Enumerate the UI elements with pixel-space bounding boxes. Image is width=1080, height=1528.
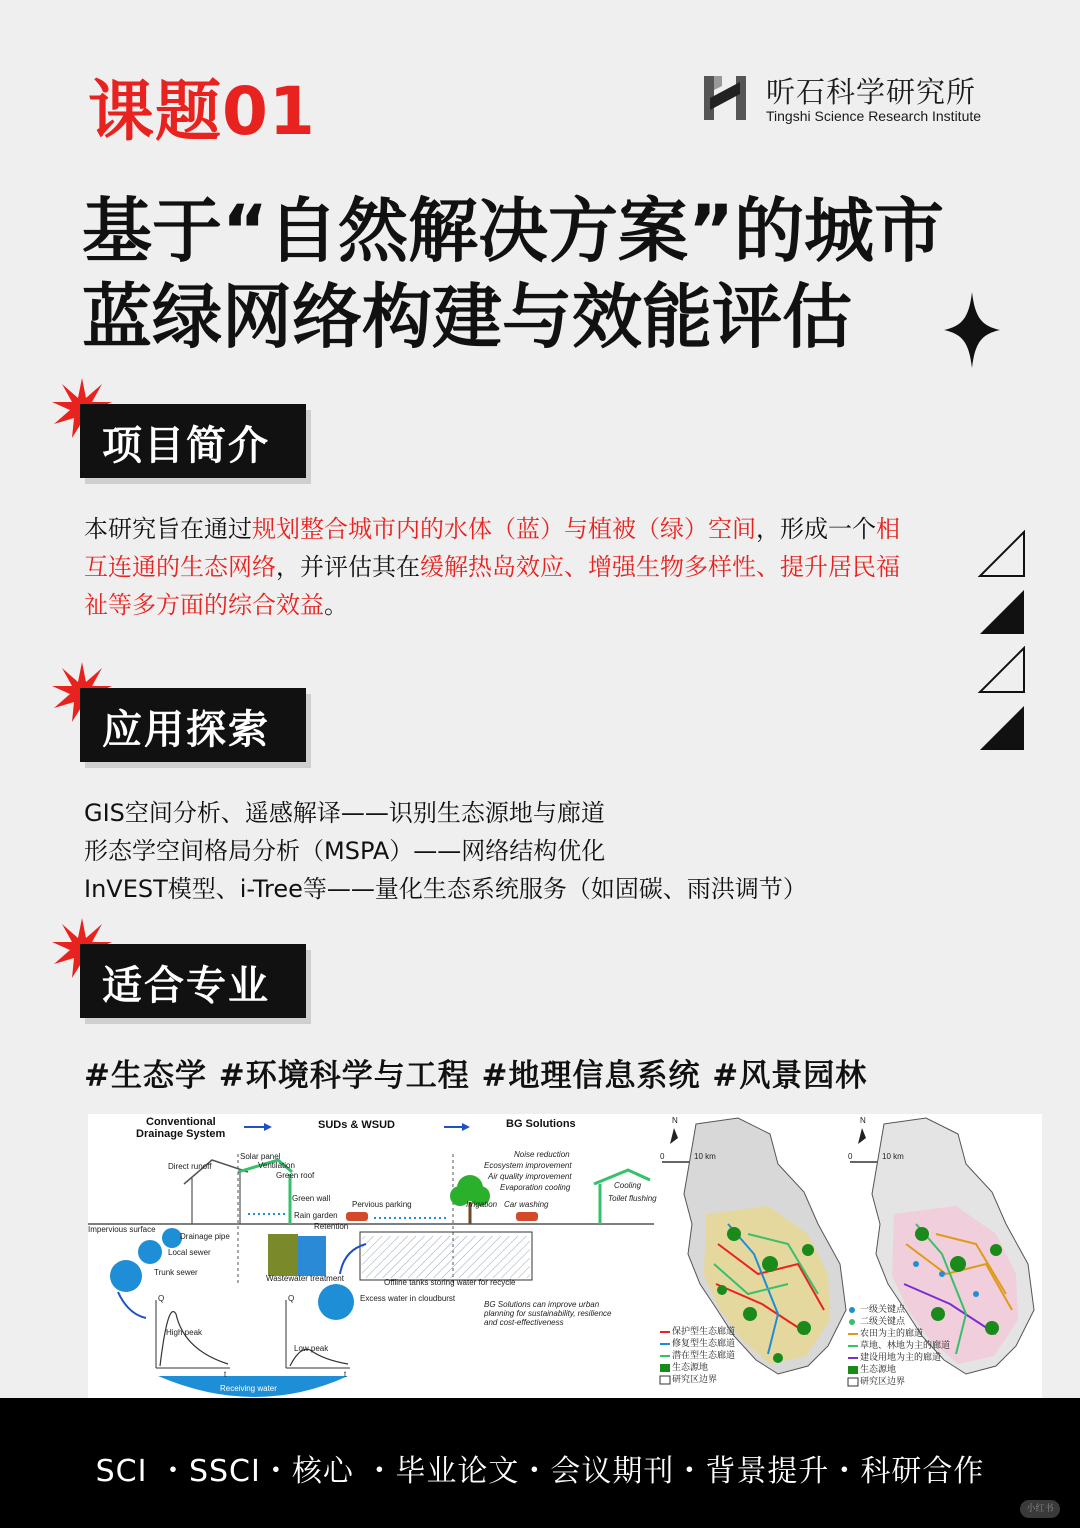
outline-triangle-icon [978,530,1026,578]
intro-highlight-2: 相互连通的生态网络 [84,515,900,581]
map-2-legend-item: 生态源地 [860,1365,897,1375]
apps-item: InVEST模型、i-Tree等——量化生态系统服务（如固碳、雨洪调节） [84,875,807,903]
institute-name-cn: 听石科学研究所 [766,75,977,109]
map-1-legend-item: 研究区边界 [672,1375,718,1385]
diagram-head-conventional: Conventional [146,1116,216,1128]
figure-panel [88,1114,1042,1398]
section-apps-label: 应用探索 [102,707,270,753]
label-trunk-sewer: Trunk sewer [154,1268,198,1277]
outline-triangle-icon [978,646,1026,694]
label-bg-note-1: BG Solutions can improve urban [484,1300,600,1309]
label-bg-note-2: planning for sustainability, resilience [484,1309,612,1318]
label-air-quality: Air quality improvement [488,1172,572,1181]
map-2-legend-item: 二级关键点 [860,1317,906,1327]
map-1-legend-item: 修复型生态廊道 [672,1339,736,1349]
label-rain-garden: Rain garden [294,1211,338,1220]
main-title-line-1: 基于“自然解决方案”的城市 [82,190,945,272]
intro-text-3: ，并评估其在 [276,553,420,581]
label-bg-note-3: and cost-effectiveness [484,1318,564,1327]
label-solar-panel: Solar panel [240,1152,281,1161]
label-pervious-parking: Pervious parking [352,1200,412,1209]
section-apps-label-box [80,688,306,762]
footer-services: SCI ・SSCI・核心 ・毕业论文・会议期刊・背景提升・科研合作 [95,1454,985,1489]
diagram-head-suds: SUDs & WSUD [318,1119,396,1131]
main-title-line-2: 蓝绿网络构建与效能评估 [82,276,852,358]
apps-item: 形态学空间格局分析（MSPA）——网络结构优化 [84,837,606,865]
intro-text-1: 本研究旨在通过 [84,515,252,543]
label-cooling: Cooling [614,1181,642,1190]
label-excess-water: Excess water in cloudburst [360,1294,456,1303]
intro-text-4: 。 [324,591,348,619]
section-intro-label: 项目简介 [102,423,270,469]
corridor-map-2 [846,1114,1040,1398]
institute-logo [700,70,1000,130]
label-high-peak: High peak [166,1328,203,1337]
label-ecosystem-improvement: Ecosystem improvement [484,1161,572,1170]
section-majors-label-box [80,944,306,1018]
intro-highlight-3: 缓解热岛效应、增强生物多样性、提升居民福祉等多方面的综合效益 [84,553,900,619]
section-majors-label: 适合专业 [102,963,270,1009]
label-q-axis: Q [158,1294,165,1303]
drainage-diagram [88,1114,657,1398]
map-2-scale-zero: 0 [848,1152,853,1161]
label-local-sewer: Local sewer [168,1248,211,1257]
label-green-roof: Green roof [276,1171,315,1180]
diagram-head-conventional-2: Drainage System [136,1128,226,1140]
major-tags: #生态学 #环境科学与工程 #地理信息系统 #风景园林 [84,1058,868,1094]
map-1-legend-item: 生态源地 [672,1363,709,1373]
watermark-badge: 小红书 [1020,1500,1060,1518]
map-2-legend-item: 建设用地为主的廊道 [860,1353,942,1363]
map-1-scale-zero: 0 [660,1152,665,1161]
label-drainage-pipe: Drainage pipe [180,1232,230,1241]
label-wastewater-treatment: Wastewater treatment [266,1274,344,1283]
apps-list [84,794,944,908]
intro-highlight-1: 规划整合城市内的水体（蓝）与植被（绿）空间 [252,515,756,543]
label-q-axis: Q [288,1294,295,1303]
apps-item: GIS空间分析、遥感解译——识别生态源地与廊道 [84,799,605,827]
label-receiving-water: Receiving water [220,1384,277,1393]
label-green-wall: Green wall [292,1194,331,1203]
institute-name-en: Tingshi Science Research Institute [766,108,982,124]
topic-number: 课题01 [88,73,316,150]
label-irrigation: Irrigation [466,1200,498,1209]
map-2-legend-item: 草地、林地为主的廊道 [860,1341,951,1351]
label-t-axis: t [344,1370,347,1379]
section-intro-label-box [80,404,306,478]
footer-bar [0,1398,1080,1528]
four-point-star-icon [944,292,1000,368]
map-1-legend-item: 保护型生态廊道 [672,1327,736,1337]
map-1-north: N [672,1116,678,1125]
map-2-legend-item: 农田为主的廊道 [860,1329,924,1339]
label-toilet-flushing: Toilet flushing [608,1194,657,1203]
label-car-washing: Car washing [504,1200,549,1209]
map-1-legend-item: 潜在型生态廊道 [672,1351,736,1361]
label-ventilation: Ventilation [258,1161,295,1170]
label-impervious-surface: Impervious surface [88,1225,156,1234]
label-noise-reduction: Noise reduction [514,1150,570,1159]
label-retention: Retention [314,1222,349,1231]
intro-text-2: ，形成一个 [756,515,876,543]
label-direct-runoff: Direct runoff [168,1162,212,1171]
map-2-north: N [860,1116,866,1125]
map-2-scale: 10 km [882,1152,904,1161]
map-2-legend-item: 一级关键点 [860,1305,906,1315]
intro-paragraph [84,510,904,624]
main-title [82,188,1022,360]
map-2-legend-item: 研究区边界 [860,1377,906,1387]
label-t-axis: t [224,1370,227,1379]
filled-triangle-icon [978,704,1026,752]
label-offline-tanks: Offline tanks storing water for recycle [384,1278,516,1287]
label-low-peak: Low peak [294,1344,329,1353]
label-evaporation-cooling: Evaporation cooling [500,1183,571,1192]
map-1-scale: 10 km [694,1152,716,1161]
institute-logo-mark-icon [700,72,750,124]
filled-triangle-icon [978,588,1026,636]
corridor-map-1 [658,1114,852,1398]
diagram-head-bg: BG Solutions [506,1118,576,1130]
